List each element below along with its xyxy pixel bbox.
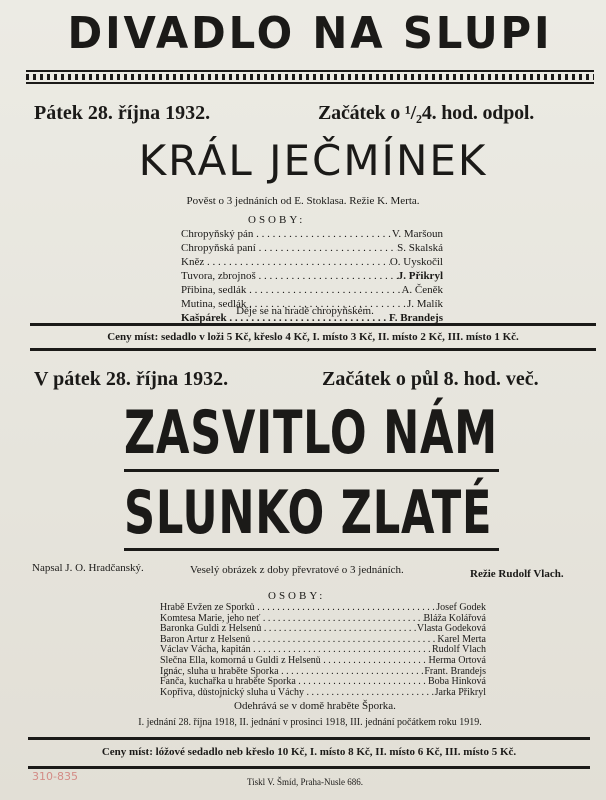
show1-credits: Pověst o 3 jednáních od E. Stoklasa. Režie K. Merta. (186, 195, 420, 207)
show2-cast-list (160, 603, 486, 698)
show1-prices: Ceny míst: sedadlo v loži 5 Kč, křeslo 4 Kč, I. místo 3 Kč, II. místo 2 Kč, III. místo 1 Kč. (107, 331, 519, 343)
show2-title-line2: SLUNKO ZLATÉ (124, 478, 493, 548)
cast-row: Baronka Guldi z Helsenů . . . Vlasta Godeková (160, 624, 486, 635)
show2-director: Režie Rudolf Vlach. (470, 568, 564, 580)
cast-row: Hrabě Evžen ze Šporků . . . Josef Godek (160, 603, 486, 614)
theatre-name: DIVADLO NA SLUPI (67, 8, 553, 59)
show2-genre: Veselý obrázek z doby převratové o 3 jednáních. (190, 564, 404, 576)
cast-row: Přibina, sedlák . . . A. Čeněk (181, 283, 443, 297)
cast-row: Slečna Ella, komorná u Guldi z Helsenů . . . Herma Ortová (160, 656, 486, 667)
show1-setting: Děje se na hradě chropyňském. (236, 305, 374, 317)
cast-row: Fanča, kuchařka u hraběte Šporka . . . Boba Hinková (160, 677, 486, 688)
cast-row: Ignác, sluha u hraběte Šporka . . . Frant. Brandejs (160, 667, 486, 678)
ornament-border (26, 70, 594, 84)
show1-time: Začátek o ¹/₂4. hod. odpol. (318, 102, 535, 124)
show2-time: Začátek o půl 8. hod. več. (322, 368, 539, 390)
title-divider (124, 548, 499, 551)
show2-acts: I. jednání 28. října 1918, II. jednání v prosinci 1918, III. jednání počátkem roku 1919. (138, 717, 482, 728)
cast-row: Kašpárek . . . F. Brandejs (181, 311, 443, 325)
cast-row: Chropyňská paní . . . S. Skalská (181, 241, 443, 255)
show1-title: KRÁL JEČMÍNEK (138, 136, 488, 185)
cast-row: Kopřiva, důstojnický sluha u Váchy . . . Jarka Přikryl (160, 688, 486, 699)
archive-stamp: 310-835 (32, 770, 78, 783)
cast-row: Kněz . . . O. Uyskočil (181, 255, 443, 269)
cast-row: Tuvora, zbrojnoš . . . J. Přikryl (181, 269, 443, 283)
title-divider (124, 469, 499, 472)
show2-setting: Odehrává se v domě hraběte Šporka. (234, 700, 396, 712)
printer-imprint: Tiskl V. Šmíd, Praha-Nusle 686. (246, 777, 364, 787)
cast-row: Mutina, sedlák . . . J. Malík (181, 297, 443, 311)
show2-title-line1: ZASVITLO NÁM (124, 398, 498, 468)
show1-date: Pátek 28. října 1932. (34, 102, 211, 124)
show2-date: V pátek 28. října 1932. (34, 368, 229, 390)
cast-row: Baron Artur z Helsenů . . . Karel Merta (160, 635, 486, 646)
show1-cast-heading: OSOBY: (248, 214, 306, 226)
cast-row: Václav Vácha, kapitán . . . Rudolf Vlach (160, 645, 486, 656)
cast-row: Chropyňský pán . . . V. Maršoun (181, 227, 443, 241)
show2-author: Napsal J. O. Hradčanský. (32, 562, 144, 574)
show2-cast-heading: OSOBY: (268, 590, 326, 602)
cast-row: Komtesa Marie, jeho neť . . . Bláža Kolářová (160, 614, 486, 625)
show2-prices: Ceny míst: lóžové sedadlo neb křeslo 10 Kč, I. místo 8 Kč, II. místo 6 Kč, III. místo 5 Kč. (101, 746, 517, 758)
